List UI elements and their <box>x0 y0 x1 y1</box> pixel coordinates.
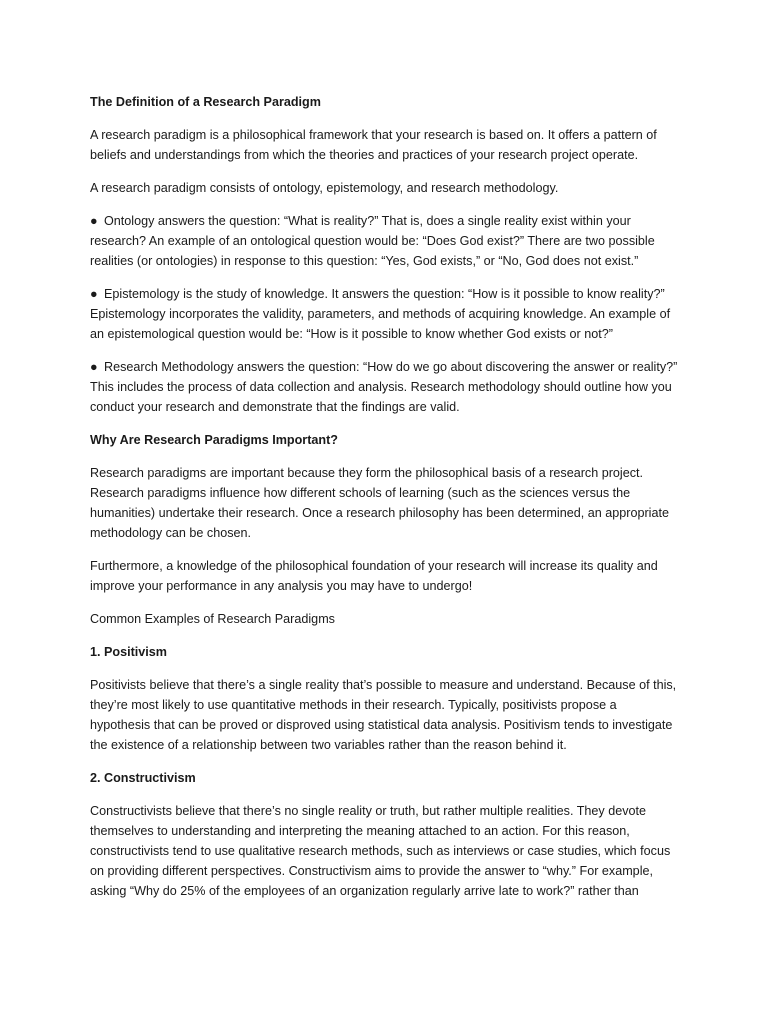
paragraph-foundation: Furthermore, a knowledge of the philosophical foundation of your research will increase its quality and improve your performance in any analysis you may have to undergo! <box>90 559 658 593</box>
bullet-text: Ontology answers the question: “What is reality?” That is, does a single reality exist within your research? An example of an ontological question would be: “Does God exist?” There are two possible realities (or ontologies) in response to this question: “Yes, God exists,” or “No, God does not exist.” <box>90 214 655 268</box>
section-heading-importance: Why Are Research Paradigms Important? <box>90 433 338 447</box>
section-heading-definition: The Definition of a Research Paradigm <box>90 95 321 109</box>
bullet-text: Epistemology is the study of knowledge. It answers the question: “How is it possible to know reality?” Epistemology incorporates the validity, parameters, and methods of acquiring knowledge. An example of an epistemological question would be: “How is it possible to know whether God exists or not?” <box>90 287 671 341</box>
paragraph-definition: A research paradigm is a philosophical framework that your research is based on. It offers a pattern of beliefs and understandings from which the theories and practices of your research project operate. <box>90 128 657 162</box>
document-body <box>90 92 680 914</box>
paragraph-examples-intro: Common Examples of Research Paradigms <box>90 612 335 626</box>
bullet-icon: ● <box>90 214 98 228</box>
paragraph-positivism: Positivists believe that there’s a single reality that’s possible to measure and understand. Because of this, they’re most likely to use quantitative methods in their research. Typically, positivists propose a hypothesis that can be proved or disproved using statistical data analysis. Positivism tends to investigate the existence of a relationship between two variables rather than the reason behind it. <box>90 678 677 752</box>
bullet-text: Research Methodology answers the question: “How do we go about discovering the answer or reality?” This includes the process of data collection and analysis. Research methodology should outline how you conduct your research and demonstrate that the findings are valid. <box>90 360 678 414</box>
paragraph-constructivism: Constructivists believe that there’s no single reality or truth, but rather multiple realities. They devote themselves to understanding and interpreting the meaning attached to an action. For this reason, constructivists tend to use qualitative research methods, such as interviews or case studies, which focus on providing different perspectives. Constructivism aims to provide the answer to “why.” For example, asking “Why do 25% of the employees of an organization regularly arrive late to work?” rather than <box>90 804 671 898</box>
bullet-item-ontology <box>90 211 680 271</box>
section-heading-positivism: 1. Positivism <box>90 645 167 659</box>
paragraph-importance: Research paradigms are important because they form the philosophical basis of a research project. Research paradigms influence how different schools of learning (such as the sciences versus the humanities) undertake their research. Once a research philosophy has been determined, an appropriate methodology can be chosen. <box>90 466 669 540</box>
bullet-item-methodology <box>90 357 680 417</box>
section-heading-constructivism: 2. Constructivism <box>90 771 196 785</box>
bullet-item-epistemology <box>90 284 680 344</box>
bullet-icon: ● <box>90 360 98 374</box>
bullet-icon: ● <box>90 287 98 301</box>
paragraph-components: A research paradigm consists of ontology, epistemology, and research methodology. <box>90 181 559 195</box>
